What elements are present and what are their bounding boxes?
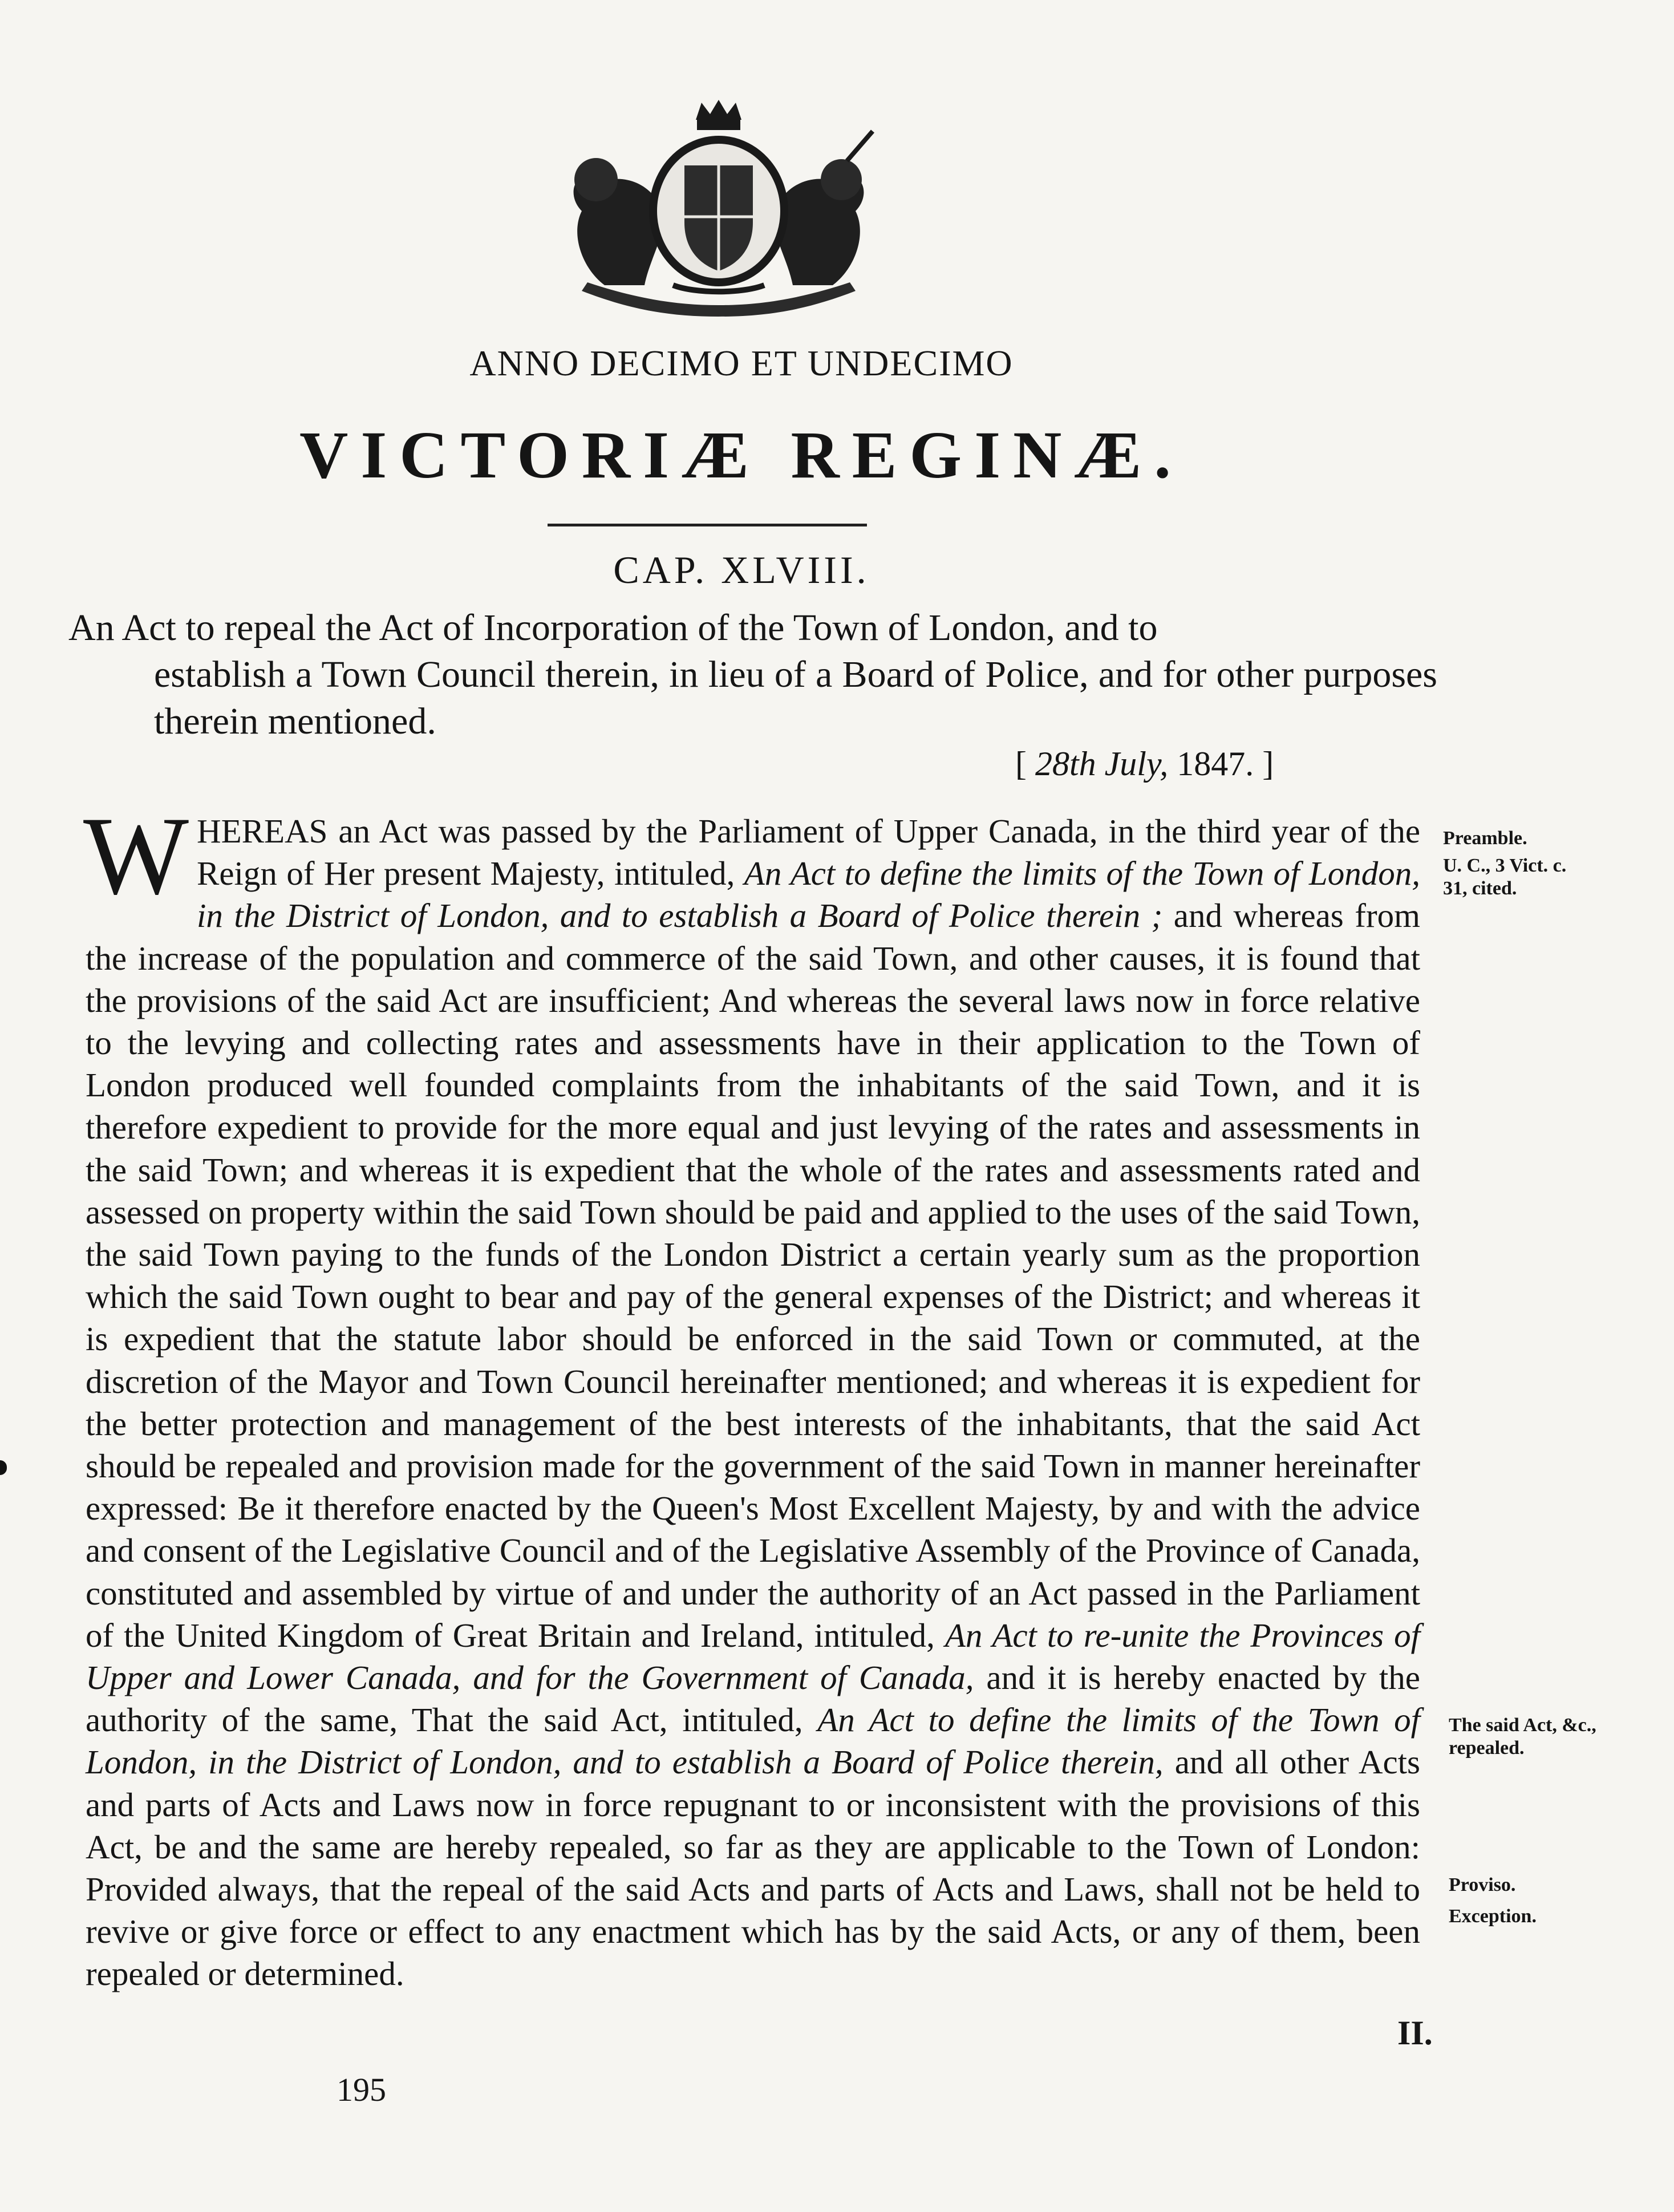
date-open-bracket: [ (1015, 745, 1035, 783)
regnal-title: VICTORIÆ REGINÆ. (299, 418, 1183, 492)
body-p1: HEREAS an Act was passed by the Parliament of Upper Canada, in the third year of the Reign of Her present Majesty, intituled, (197, 812, 1420, 893)
margin-note-proviso: Proviso. (1449, 1874, 1516, 1895)
body-p3-italic: An Act to define the limits of the Town of London, in the District of London, and to establish a Board of Police therein, (86, 1701, 1420, 1781)
margin-note-cited: U. C., 3 Vict. c. 31, cited. (1443, 855, 1567, 899)
margin-note-repealed: The said Act, &c., repealed. (1449, 1715, 1596, 1759)
act-title-line-2: establish a Town Council therein, in lieu of a Board of Police, and for other purposes therein mentioned. (154, 654, 1437, 742)
date-day: 28th July, (1035, 745, 1169, 783)
body-p2: and whereas from the increase of the population and commerce of the said Town, and other causes, it is found that the provisions of the said Act are insufficient; And whereas the several laws now in force relative to the levying and collecting rates and assessments have in their application to the Town of London produced well founded complaints from the inhabitants of the said Town, and it is therefore expedient to provide for the more equal and just levying of the rates and assessments in the said Town; and whereas it is expedient that the whole of the rates and assessments rated and assessed on property within the said Town should be paid and applied to the uses of the said Town, the said Town paying to the funds of the London District a certain yearly sum as the proportion which the said Town ought to bear and pay of the general expenses of the District; and whereas it is expedient that the statute labor should be enforced in the said Town or commuted, at the discretion of the Mayor and Town Council hereinafter mentioned; and whereas it is expedient for the better protection and management of the best interests of the inhabitants, that the said Act should be repealed and provision made for the government of the said Town in manner hereinafter expressed: Be it therefore enacted by the Queen's Most Excellent Majesty, by and with the advice and consent of the Legislative Council and of the Legislative Assembly of the Province of Canada, constituted and assembled by virtue of and under the authority of an Act passed in the Parliament of the United Kingdom of Great Britain and Ireland, intituled, (86, 897, 1420, 1654)
catchword: II. (1397, 2014, 1433, 2052)
act-long-title (68, 605, 1437, 745)
binding-mark (0, 1460, 7, 1475)
assent-date (1015, 744, 1274, 784)
preamble-text (83, 794, 1421, 1995)
body-p3: and it is hereby enacted by the authority of the same, That the said Act, intituled, (86, 1659, 1420, 1739)
margin-note-preamble: Preamble. (1443, 828, 1527, 849)
body-p2-italic: An Act to re-unite the Provinces of Upper and Lower Canada, and for the Government of Canada, (86, 1616, 1420, 1697)
chapter-number: CAP. XLVIII. (613, 548, 870, 592)
body-p4: and all other Acts and parts of Acts and Laws now in force repugnant to or inconsistent with the provisions of this Act, be and the same are hereby repealed, so far as they are applicable to the Town of London: Provided always, that the repeal of the said Acts and parts of Acts and Laws, shall not be held to revive or give force or effect to any enactment which has by the said Acts, or any of them, been repealed or determined. (86, 1743, 1421, 1993)
royal-coat-of-arms (530, 97, 907, 319)
regnal-year-heading: ANNO DECIMO ET UNDECIMO (469, 343, 1014, 383)
body-p1-italic: An Act to define the limits of the Town of London, in the District of London, and to establish a Board of Police therein ; (197, 854, 1420, 935)
act-title-line-1: An Act to repeal the Act of Incorporation of the Town of London, and to (68, 607, 1158, 649)
drop-cap: W (83, 794, 189, 918)
margin-note-exception: Exception. (1449, 1906, 1537, 1927)
date-year: 1847. ] (1168, 745, 1274, 783)
page-number: 195 (337, 2071, 386, 2108)
divider-rule (548, 524, 867, 526)
